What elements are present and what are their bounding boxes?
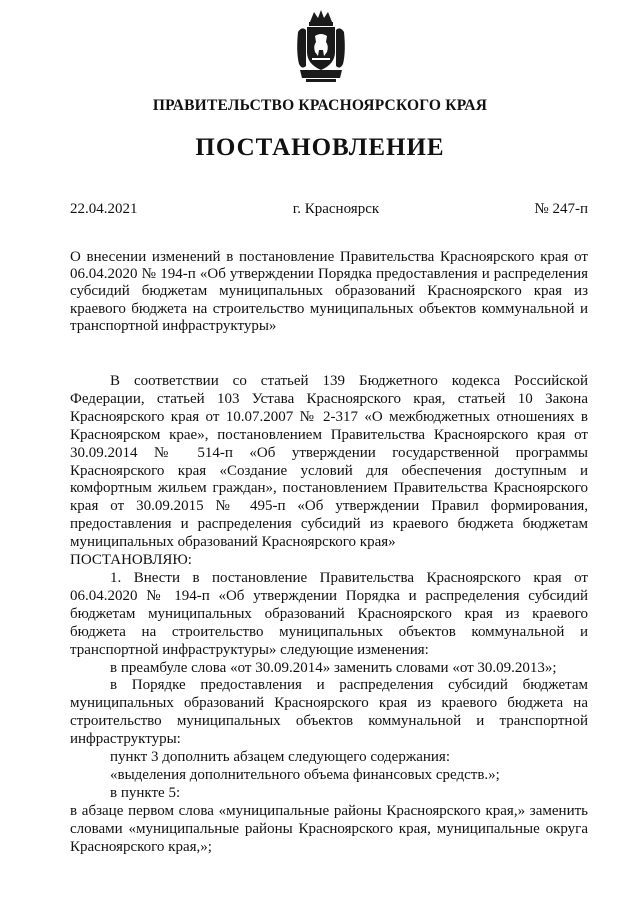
- item-1-point-5: в пункте 5:: [110, 784, 181, 801]
- preamble-paragraph: В соответствии со статьей 139 Бюджетного кодекса Российской Федерации, статьей 103 Устава Красноярского края, статьей 10 Закона Красноярского края от 10.07.2007 № 2-317 «О межбюджетных отношениях в Красноярском крае», постановлением Правительства Красноярского края от 30.09.2014 № 514-п «Об утверждении государственной программы Красноярского края «Создание условий для обеспечения доступным и комфортным жильем граждан», постановлением Правительства Красноярского края от 30.09.2015 № 495-п «Об утверждении Правил формирования, предоставления и распределения субсидий из краевого бюджета бюджетам муниципальных образований Красноярского края»: [70, 373, 588, 551]
- item-1-point-3-quote: «выделения дополнительного объема финансовых средств.»;: [110, 766, 500, 783]
- document-body: [70, 373, 588, 856]
- decree-word: ПОСТАНОВЛЯЮ:: [70, 552, 192, 569]
- document-date: 22.04.2021: [70, 201, 138, 217]
- item-1-point-3: пункт 3 дополнить абзацем следующего содержания:: [110, 749, 450, 766]
- item-1-procedure-change: в Порядке предоставления и распределения субсидий бюджетам муниципальных образований Красноярского края из краевого бюджета на строительство муниципальных объектов коммунальной и транспортной инфраструктуры:: [70, 677, 588, 748]
- government-title: ПРАВИТЕЛЬСТВО КРАСНОЯРСКОГО КРАЯ: [152, 97, 488, 114]
- document-subject: О внесении изменений в постановление Правительства Красноярского края от 06.04.2020 № 194-п «Об утверждении Порядка предоставления и распределения субсидий бюджетам муниципальных образований Красноярского края из краевого бюджета на строительство муниципальных объектов коммунальной и транспортной инфраструктуры»: [70, 249, 588, 334]
- item-1-preamble-change: в преамбуле слова «от 30.09.2014» заменить словами «от 30.09.2013»;: [110, 659, 557, 676]
- document-type: ПОСТАНОВЛЕНИЕ: [195, 134, 445, 161]
- item-1-point-5-text: в абзаце первом слова «муниципальные районы Красноярского края,» заменить словами «муниципальные районы Красноярского края, муниципальные округа Красноярского края,»;: [70, 802, 588, 855]
- document-number: № 247-п: [534, 201, 588, 217]
- item-1-paragraph: 1. Внести в постановление Правительства Красноярского края от 06.04.2020 № 194-п «Об утверждении Порядка и распределения субсидий бюджетам муниципальных образований Красноярского края из краевого бюджета на строительство муниципальных объектов коммунальной и транспортной инфраструктуры» следующие изменения:: [70, 569, 588, 658]
- document-meta: [70, 201, 588, 218]
- coat-of-arms-icon: [296, 8, 346, 84]
- document-city: г. Красноярск: [292, 201, 380, 217]
